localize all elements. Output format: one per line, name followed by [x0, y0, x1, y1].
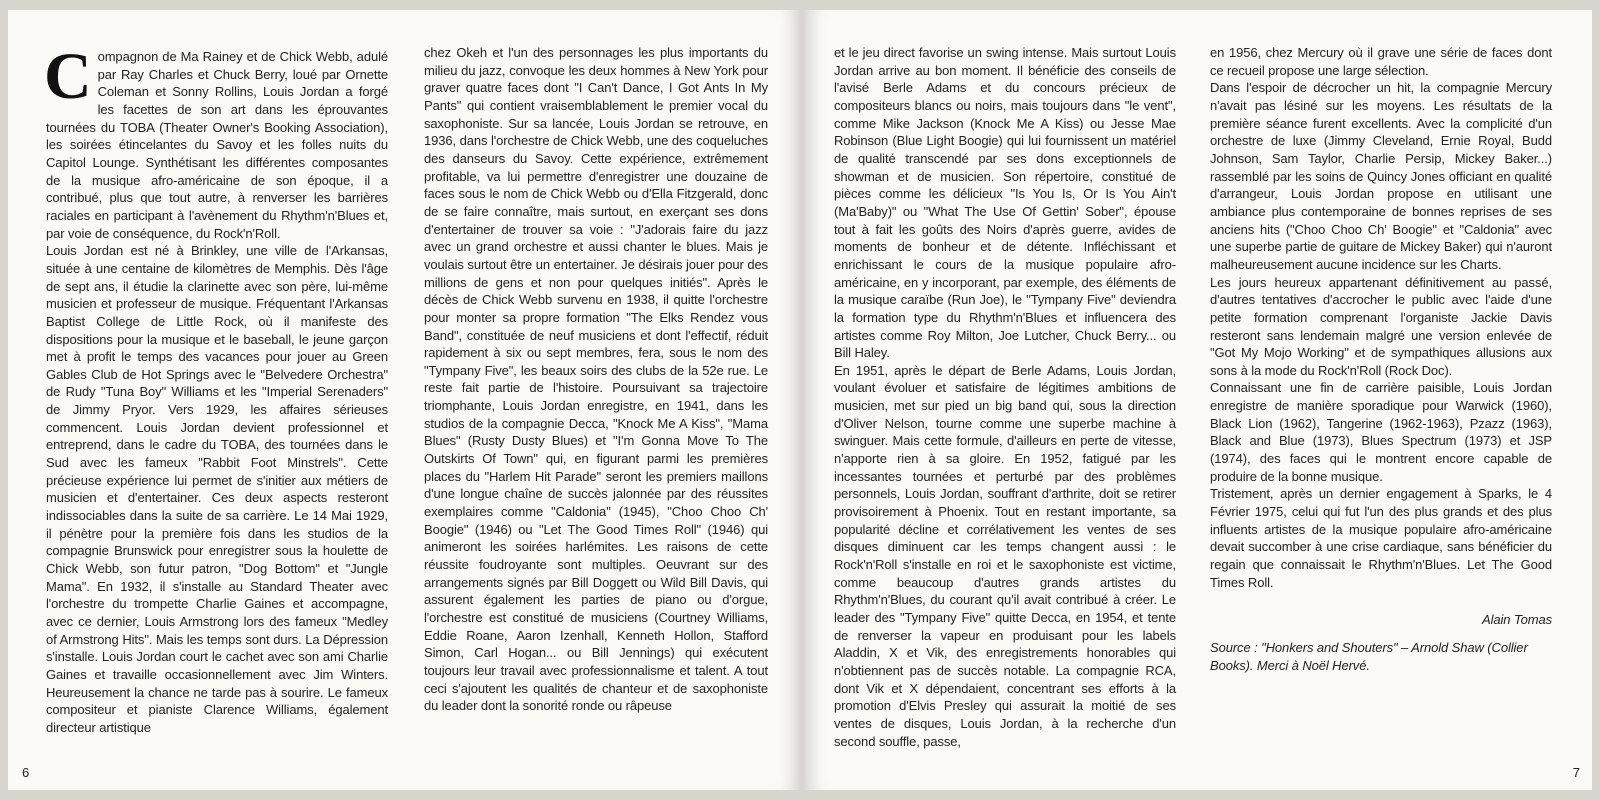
paragraph: chez Okeh et l'un des personnages les plus importants du milieu du jazz, convoque les deux hommes à New York pour graver quatre faces dont "I Can't Dance, I Got Ants In My Pants" qui contient vraisemblablement le premier vocal du saxophoniste. Sur sa lancée, Louis Jordan se retrouve, en 1936, dans l'orchestre de Chick Webb, une des coqueluches des danseurs du Savoy. Cette expérience, extrêmement profitable, va lui permettre d'enregistrer une douzaine de faces sous le nom de Chick Webb ou d'Ella Fitzgerald, donc de se faire connaître, mais surtout, en exerçant ses dons d'entertainer de trouver sa voie : "J'adorais faire du jazz avec un grand orchestre et aussi chanter le blues. Mais je voulais surtout être un entertainer. Je désirais jouer pour des millions de gens et non pour quelques initiés". Après le décès de Chick Webb survenu en 1938, il quitte l'orchestre pour monter sa propre formation "The Elks Rendez vous Band", constituée de neuf musiciens et dont l'effectif, réduit rapidement à six ou sept membres, fera, sous le nom des "Tympany Five", les beaux soirs des clubs de la 52e rue. Le reste fait partie de l'histoire. Poursuivant sa trajectoire triomphante, Louis Jordan enregistre, en 1941, dans les studios de la compagnie Decca, "Knock Me A Kiss", "Mama Blues" (Rusty Dusty Blues) et "I'm Gonna Move To The Outskirts Of Town" qui, en figurant parmi les premières places du "Harlem Hit Parade" seront les premiers maillons d'une longue chaîne de succès jalonnée par des réussites exemplaires comme "Caldonia" (1945), "Choo Choo Ch' Boogie" (1946) ou "Let The Good Times Roll" (1946) qui animeront les soirées harlémites. Les raisons de cette réussite foudroyante sont multiples. Oeuvrant sur des arrangements signés par Bill Doggett ou Wild Bill Davis, qui assurent également les parties de piano ou d'orgue, l'orchestre est constitué de musiciens (Courtney Williams, Eddie Roane, Aaron Izenhall, Kenneth Hollon, Stafford Simon, Carl Hogan... ou Bill Jennings) qui exécutent toujours leur travail avec professionnalisme et talent. A tout ceci s'ajoutent les qualités de chanteur et de saxophoniste du leader dont la sonorité ronde ou râpeuse: [424, 45, 768, 714]
paragraph: Tristement, après un dernier engagement à Sparks, le 4 Février 1975, celui qui fut l'un des plus grands et des plus influents artistes de la musique populaire afro-américaine devait succomber à une crise cardiaque, sans bénéficier du regain que connaissait le Rhythm'n'Blues. Let The Good Times Roll.: [1210, 486, 1552, 590]
author-signature: Alain Tomas: [1482, 612, 1552, 628]
page-number: 7: [1572, 765, 1580, 780]
paragraph: Dans l'espoir de décrocher un hit, la compagnie Mercury n'avait pas lésiné sur les moyens. Les résultats de la première séance furent excellents. Avec la complicité d'un orchestre de luxe (Jimmy Cleveland, Ernie Royal, Budd Johnson, Sam Taylor, Charlie Persip, Mickey Baker...) rassemblé par les soins de Quincy Jones officiant en qualité d'arrangeur, Louis Jordan propose en utilisant une ambiance plus contemporaine de bonnes reprises de ses anciens hits ("Choo Choo Ch' Boogie" et "Caldonia" avec une superbe partie de guitare de Mickey Baker) qui n'auront malheureusement aucune incidence sur les Charts.: [1210, 80, 1552, 272]
source-credit: Source : "Honkers and Shouters" – Arnold Shaw (Collier Books). Merci à Noël Hervé.: [1210, 640, 1528, 673]
paragraph: En 1951, après le départ de Berle Adams, Louis Jordan, voulant évoluer et satisfaire de légitimes ambitions de musicien, met sur pied un big band qui, sous la direction d'Oliver Nelson, tourne comme une superbe machine à swinguer. Mais cette formule, d'ailleurs en perte de vitesse, n'apporte rien à sa gloire. En 1952, fatigué par les incessantes tournées et perturbé par des problèmes personnels, Louis Jordan, souffrant d'arthrite, doit se retirer provisoirement à Phoenix. Tout en restant importante, sa popularité décline et corrélativement les ventes de ses disques diminuent car les temps changent aussi : le Rock'n'Roll s'installe en roi et le saxophoniste est victime, comme beaucoup d'autres grands artistes du Rhythm'n'Blues, du courant qu'il avait contribué à créer. Le leader des "Tympany Five" quitte Decca, en 1954, et tente de renverser la vapeur en produisant pour les labels Aladdin, X et Vik, des enregistrements honorables qui n'obtiennent pas de succès notable. La compagnie RCA, dont Vik et X dépendaient, concentrant ses efforts à la promotion d'Elvis Presley qui assurait la moitié de ses ventes de disques, Louis Jordan, à la recherche d'un second souffle, passe,: [834, 362, 1176, 749]
paragraph: en 1956, chez Mercury où il grave une série de faces dont ce recueil propose une large sélection.: [1210, 45, 1552, 78]
paragraph: [44, 40, 388, 242]
left-page-column-1: [44, 40, 388, 737]
right-page: [803, 10, 1592, 790]
paragraph: et le jeu direct favorise un swing intense. Mais surtout Louis Jordan arrive au bon moment. Il bénéficie des conseils de l'avisé Berle Adams et du concours précieux de compositeurs blancs ou noirs, mais toujours dans "le vent", comme Mike Jackson (Knock Me A Kiss) ou Jesse Mae Robinson (Blue Light Boogie) qui lui fournissent un matériel de qualité transcendé par ses dons exceptionnels de showman et de musicien. Son répertoire, constitué de pièces comme les délicieux "Is You Is, Or Is You Ain't (Ma'Baby)" ou "What The Use Of Gettin' Sober", épouse tout à fait les goûts des Noirs d'après guerre, avides de moments de bonheur et de détente. Infléchissant et enrichissant le cours de la musique populaire afro-américaine, en y incorporant, par exemple, des éléments de la musique caraïbe (Run Joe), le "Tympany Five" deviendra la formation type du Rhythm'n'Blues et influencera des artistes comme Roy Milton, Joe Lutcher, Chuck Berry... ou Bill Haley.: [834, 45, 1176, 361]
paragraph-text: ompagnon de Ma Rainey et de Chick Webb, adulé par Ray Charles et Chuck Berry, loué par Ornette Coleman et Sonny Rollins, Louis Jordan a forgé les facettes de son art dans les éprouvantes tournées du TOBA (Theater Owner's Booking Association), les soirées étincelantes du Savoy et les folles nuits du Capitol Lounge. Synthétisant les différentes composantes de la musique afro-américaine de son époque, il a contribué, plus que tout autre, à renverser les barrières raciales en participant à l'avènement du Rhythm'n'Blues et, par voie de conséquence, du Rock'n'Roll.: [46, 49, 388, 241]
page-number: 6: [22, 765, 30, 780]
drop-cap: C: [44, 40, 92, 113]
paragraph: Les jours heureux appartenant définitivement au passé, d'autres tentatives d'accrocher le public avec l'aide d'une petite formation comprenant l'organiste Jackie Davis resteront sans lendemain malgré une version enlevée de "Got My Mojo Working" et de sympathiques allusions aux sons à la mode du Rock'n'Roll (Rock Doc).: [1210, 274, 1552, 378]
paragraph: Connaissant une fin de carrière paisible, Louis Jordan enregistre de manière sporadique pour Warwick (1960), Black Lion (1962), Tangerine (1962-1963), Pzazz (1963), Black and Blue (1973), Blues Spectrum (1973) et JSP (1974), des faces qui le montrent encore capable de produire de la bonne musique.: [1210, 380, 1552, 484]
right-page-column-2: [1210, 44, 1552, 674]
right-page-column-1: [834, 44, 1176, 750]
left-page-column-2: [424, 44, 768, 715]
left-page: [8, 10, 801, 790]
paragraph: Louis Jordan est né à Brinkley, une ville de l'Arkansas, située à une centaine de kilomètres de Memphis. Dès l'âge de sept ans, il étudie la clarinette avec son père, lui-même musicien et professeur de musique. Fréquentant l'Arkansas Baptist College de Little Rock, où il manifeste des dispositions pour la musique et le baseball, le jeune garçon met à profit le temps des vacances pour jouer au Green Gables Club de Hot Springs avec le "Belvedere Orchestra" de Rudy "Tuna Boy" Williams et les "Imperial Serenaders" de Jimmy Pryor. Vers 1929, les affaires sérieuses commencent. Louis Jordan devient professionnel et entreprend, dans le cadre du TOBA, des tournées dans le Sud avec les fameux "Rabbit Foot Minstrels". Cette précieuse expérience lui permet de s'initier aux métiers de musicien et d'entertainer. Ces deux aspects resteront indissociables dans la suite de sa carrière. Le 14 Mai 1929, il pénètre pour la première fois dans les studios de la compagnie Brunswick pour enregistrer sous la houlette de Chick Webb, son futur patron, "Dog Bottom" et "Jungle Mama". En 1932, il s'installe au Standard Theater avec l'orchestre du trompette Charlie Gaines et accompagne, avec ce dernier, Louis Armstrong lors des fameux "Medley of Armstrong Hits". Mais les temps sont durs. La Dépression s'installe. Louis Jordan court le cachet avec son ami Charlie Gaines et travaille occasionnellement avec Jim Winters. Heureusement la chance ne tarde pas à sourire. Le fameux compositeur et pianiste Clarence Williams, également directeur artistique: [46, 243, 388, 735]
